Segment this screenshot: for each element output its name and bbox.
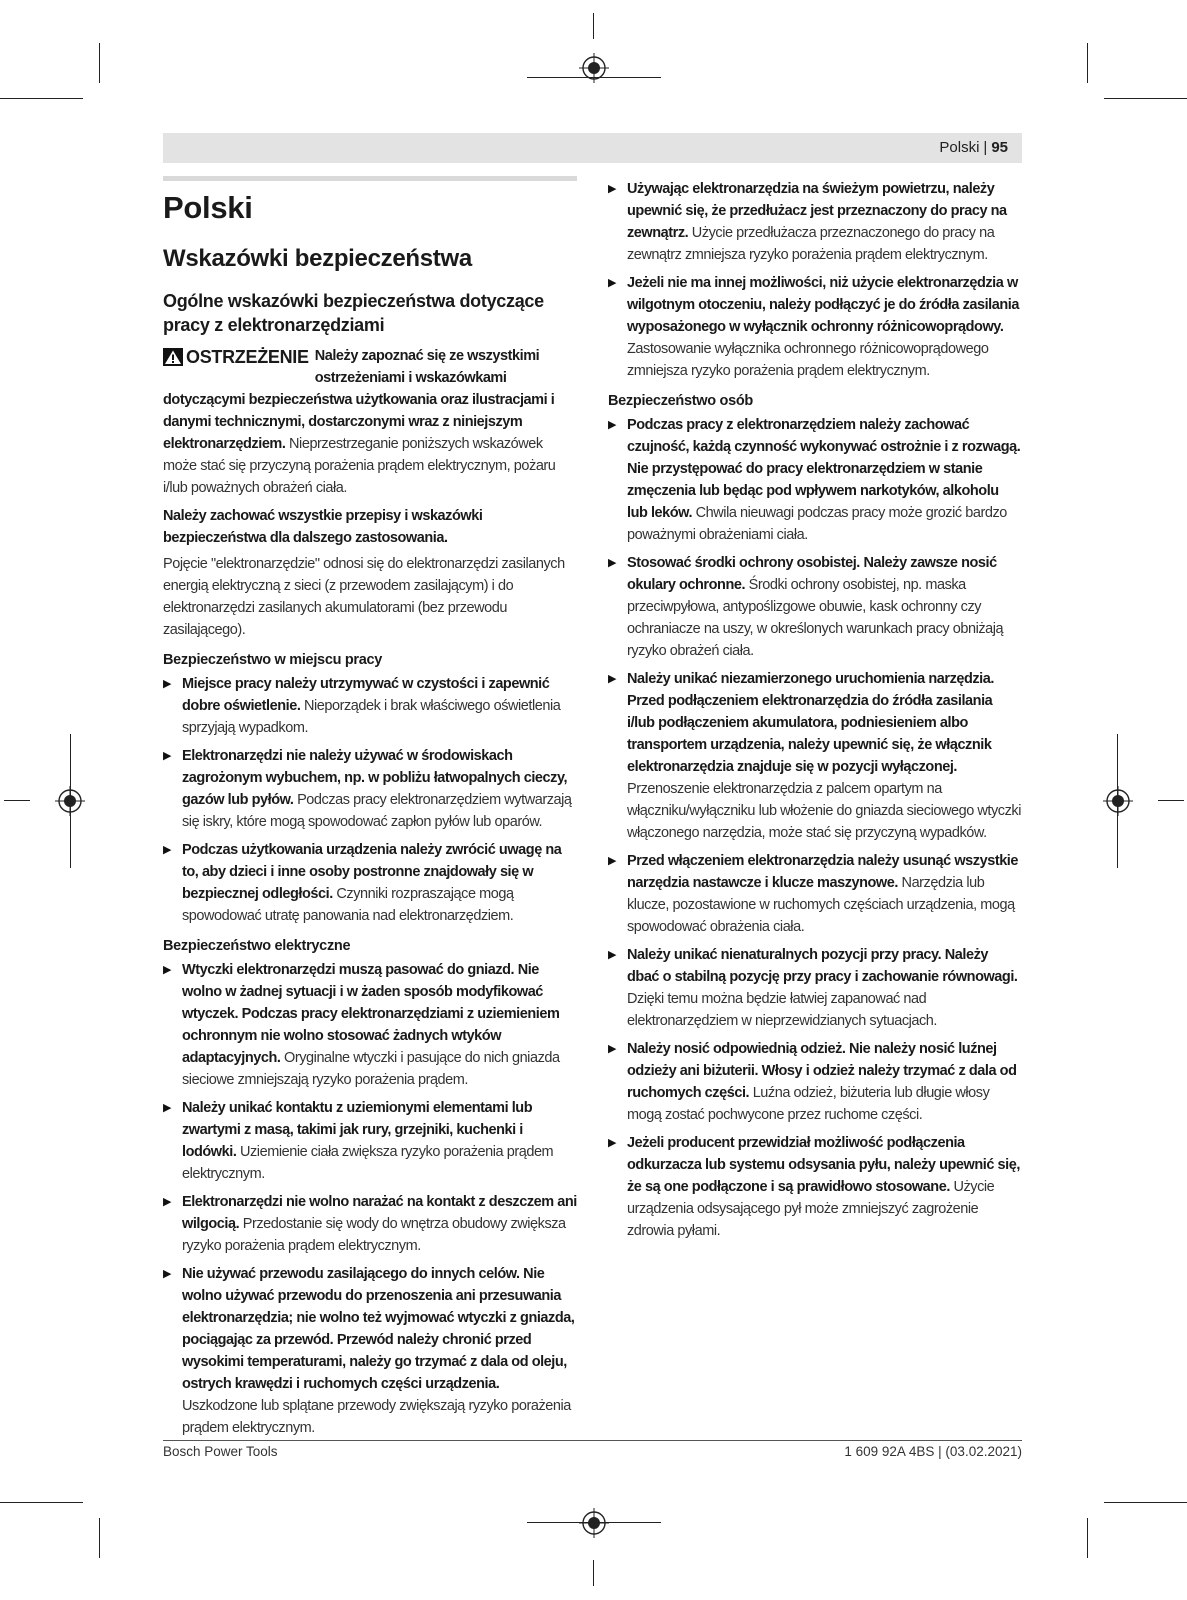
item-bold: Nie używać przewodu zasilającego do innych celów. Nie wolno używać przewodu do przenoszenia ani przesuwania elektronarzędzia; nie wolno też wyjmować wtyczki z gniazda, pociągając za przewód. Przewód należy chronić przed wysokimi temperaturami, należy go trzymać z dala od oleju, ostrych krawędzi i ruchomych części urządzenia. [182, 1266, 575, 1392]
page-number: 95 [991, 139, 1008, 156]
item-bold: Należy unikać kontaktu z uziemionymi elementami lub zwartymi z masą, takimi jak rury, grzejniki, kuchenki i lodówki. [182, 1100, 533, 1160]
footer-doc-id: 1 609 92A 4BS | (03.02.2021) [844, 1444, 1022, 1459]
crop-mark [1104, 1502, 1187, 1503]
list-item [608, 552, 1022, 662]
crop-mark [1158, 800, 1184, 801]
item-normal: Środki ochrony osobistej, np. maska przeciwpyłowa, antypoślizgowe obuwie, kask ochronny czy ochraniacze na uszy, w określonych warunkach pracy obniżają ryzyko obrażeń ciała. [627, 577, 1004, 659]
item-normal: Uziemienie ciała zwiększa ryzyko porażenia prądem elektrycznym. [182, 1144, 554, 1182]
list-item [608, 668, 1022, 844]
header-text: Polski | 95 [939, 139, 1008, 156]
item-normal: Chwila nieuwagi podczas pracy może grozić bardzo poważnymi obrażeniami ciała. [627, 505, 1007, 543]
registration-mark-icon [579, 1508, 609, 1538]
page-title: Polski [163, 190, 253, 225]
warning-normal: Nieprzestrzeganie poniższych wskazówek może stać się przyczyną porażenia prądem elektrycznym, pożaru i/lub poważnych obrażeń ciała. [163, 436, 556, 496]
definition-paragraph: Pojęcie "elektronarzędzie" odnosi się do elektronarzędzi zasilanych energią elektryczną z sieci (z przewodem zasilającym) i do elektronarzędzi zasilanych akumulatorami (bez przewodu zasilającego). [163, 556, 565, 638]
list-item [608, 1132, 1022, 1242]
item-normal: Nieporządek i brak właściwego oświetlenia sprzyjają wypadkom. [182, 698, 561, 736]
warning-label [163, 345, 309, 369]
electrical-heading: Bezpieczeństwo elektryczne [163, 938, 351, 954]
registration-mark-icon [55, 786, 85, 816]
registration-mark-icon [579, 53, 609, 83]
list-item [608, 850, 1022, 938]
page-subtitle: Wskazówki bezpieczeństwa [163, 245, 472, 272]
left-column [163, 176, 577, 1439]
item-bold: Podczas użytkowania urządzenia należy zwrócić uwagę na to, aby dzieci i inne osoby postronne znajdowały się w bezpiecznej odległości. [182, 842, 562, 902]
item-normal: Luźna odzież, biżuteria lub długie włosy mogą zostać pochwycone przez ruchome części. [627, 1085, 990, 1123]
item-bold: Stosować środki ochrony osobistej. Należy zawsze nosić okulary ochronne. [627, 555, 997, 593]
crop-mark [1087, 1518, 1088, 1558]
list-item [163, 745, 577, 833]
item-bold: Jeżeli nie ma innej możliwości, niż użycie elektronarzędzia w wilgotnym otoczeniu, należy podłączyć je do źródła zasilania wyposażonego w wyłącznik ochronny różnicowoprądowy. [627, 275, 1019, 335]
item-normal: Uszkodzone lub splątane przewody zwiększają ryzyko porażenia prądem elektrycznym. [182, 1398, 571, 1436]
item-normal: Zastosowanie wyłącznika ochronnego różnicowoprądowego zmniejsza ryzyko porażenia prądem elektrycznym. [627, 341, 989, 379]
registration-mark-icon [1103, 786, 1133, 816]
item-bold: Elektronarzędzi nie wolno narażać na kontakt z deszczem ani wilgocią. [182, 1194, 577, 1232]
item-normal: Oryginalne wtyczki i pasujące do nich gniazda sieciowe zmniejszają ryzyko porażenia prądem. [182, 1050, 560, 1088]
item-normal: Narzędzia lub klucze, pozostawione w ruchomych częściach urządzenia, mogą spowodować obrażenia ciała. [627, 875, 1015, 935]
list-item [163, 1263, 577, 1439]
item-normal: Przedostanie się wody do wnętrza obudowy zwiększa ryzyko porażenia prądem elektrycznym. [182, 1216, 566, 1254]
crop-mark [0, 1502, 83, 1503]
title-rule [163, 176, 577, 181]
item-bold: Należy nosić odpowiednią odzież. Nie należy nosić luźnej odzieży ani biżuterii. Włosy i odzież należy trzymać z dala od ruchomych części. [627, 1041, 1017, 1101]
section-heading: Ogólne wskazówki bezpieczeństwa dotyczące pracy z elektronarzędziami [163, 291, 544, 335]
crop-mark [4, 800, 30, 801]
warning-label-text: OSTRZEŻENIE [186, 347, 309, 367]
item-bold: Należy unikać niezamierzonego uruchomienia narzędzia. Przed podłączeniem elektronarzędzia do źródła zasilania i/lub podłączeniem akumulatora, podniesieniem albo transportem urządzenia, należy upewnić się, że włącznik elektronarzędzia znajduje się w pozycji wyłączonej. [627, 671, 994, 775]
crop-mark [99, 1518, 100, 1558]
item-bold: Elektronarzędzi nie należy używać w środowiskach zagrożonym wybuchem, np. w pobliżu łatwopalnych cieczy, gazów lub pyłów. [182, 748, 568, 808]
crop-mark [1104, 98, 1187, 99]
crop-mark [99, 43, 100, 83]
personal-heading: Bezpieczeństwo osób [608, 393, 753, 409]
item-bold: Należy unikać nienaturalnych pozycji przy pracy. Należy dbać o stabilną pozycję przy pracy i zachowanie równowagi. [627, 947, 1018, 985]
list-item [163, 839, 577, 927]
page-header [163, 133, 1022, 163]
crop-mark [593, 13, 594, 39]
crop-mark [1087, 43, 1088, 83]
workplace-heading: Bezpieczeństwo w miejscu pracy [163, 652, 383, 668]
item-normal: Czynniki rozpraszające mogą spowodować utratę panowania nad elektronarzędziem. [182, 886, 514, 924]
workplace-list [163, 673, 577, 927]
item-normal: Dzięki temu można będzie łatwiej zapanować nad elektronarzędziem w nieprzewidzianych sytuacjach. [627, 991, 937, 1029]
list-item [163, 1097, 577, 1185]
item-bold: Podczas pracy z elektronarzędziem należy zachować czujność, każdą czynność wykonywać ostrożnie i z rozwagą. Nie przystępować do pracy elektronarzędziem w stanie zmęczenia lub będąc pod wpływem narkotyków, alkoholu lub leków. [627, 417, 1021, 521]
list-item [163, 959, 577, 1091]
item-normal: Użycie urządzenia odsysającego pył może zmniejszyć zagrożenie zdrowia pyłami. [627, 1179, 995, 1239]
list-item [163, 1191, 577, 1257]
item-normal: Użycie przedłużacza przeznaczonego do pracy na zewnątrz zmniejsza ryzyko porażenia prądem elektrycznym. [627, 225, 995, 263]
item-normal: Przenoszenie elektronarzędzia z palcem opartym na włączniku/wyłączniku lub włożenie do gniazda sieciowego wtyczki włączonego narzędzia, może stać się przyczyną wypadków. [627, 781, 1021, 841]
list-item [608, 944, 1022, 1032]
crop-mark [593, 1560, 594, 1586]
item-bold: Wtyczki elektronarzędzi muszą pasować do gniazd. Nie wolno w żadnej sytuacji i w żaden sposób modyfikować wtyczek. Podczas pracy elektronarzędziami z uziemieniem ochronnym nie wolno stosować żadnych wtyków adaptacyjnych. [182, 962, 560, 1066]
item-bold: Używając elektronarzędzia na świeżym powietrzu, należy upewnić się, że przedłużacz jest przeznaczony do pracy na zewnątrz. [627, 181, 1007, 241]
list-item [608, 178, 1022, 266]
crop-mark [0, 98, 83, 99]
warning-triangle-icon [163, 348, 183, 366]
list-item [608, 414, 1022, 546]
item-bold: Przed włączeniem elektronarzędzia należy usunąć wszystkie narzędzia nastawcze i klucze maszynowe. [627, 853, 1018, 891]
keep-instructions: Należy zachować wszystkie przepisy i wskazówki bezpieczeństwa dla dalszego zastosowania. [163, 508, 483, 546]
item-normal: Podczas pracy elektronarzędziem wytwarzają się iskry, które mogą spowodować zapłon pyłów lub oparów. [182, 792, 572, 830]
electrical-list-continued [608, 178, 1022, 382]
header-section: Polski [939, 139, 980, 156]
right-column [608, 178, 1022, 1248]
footer-brand: Bosch Power Tools [163, 1444, 278, 1459]
item-bold: Miejsce pracy należy utrzymywać w czystości i zapewnić dobre oświetlenie. [182, 676, 550, 714]
list-item [163, 673, 577, 739]
warning-paragraph [163, 345, 577, 499]
list-item [608, 272, 1022, 382]
warning-bold: Należy zapoznać się ze wszystkimi ostrzeżeniami i wskazówkami dotyczącymi bezpieczeństwa użytkowania oraz ilustracjami i danymi technicznymi, dostarczonymi wraz z niniejszym elektronarzędziem. [163, 348, 555, 452]
footer-rule [163, 1440, 1022, 1441]
personal-list [608, 414, 1022, 1242]
electrical-list [163, 959, 577, 1439]
list-item [608, 1038, 1022, 1126]
item-bold: Jeżeli producent przewidział możliwość podłączenia odkurzacza lub systemu odsysania pyłu, należy upewnić się, że są one podłączone i są prawidłowo stosowane. [627, 1135, 1020, 1195]
